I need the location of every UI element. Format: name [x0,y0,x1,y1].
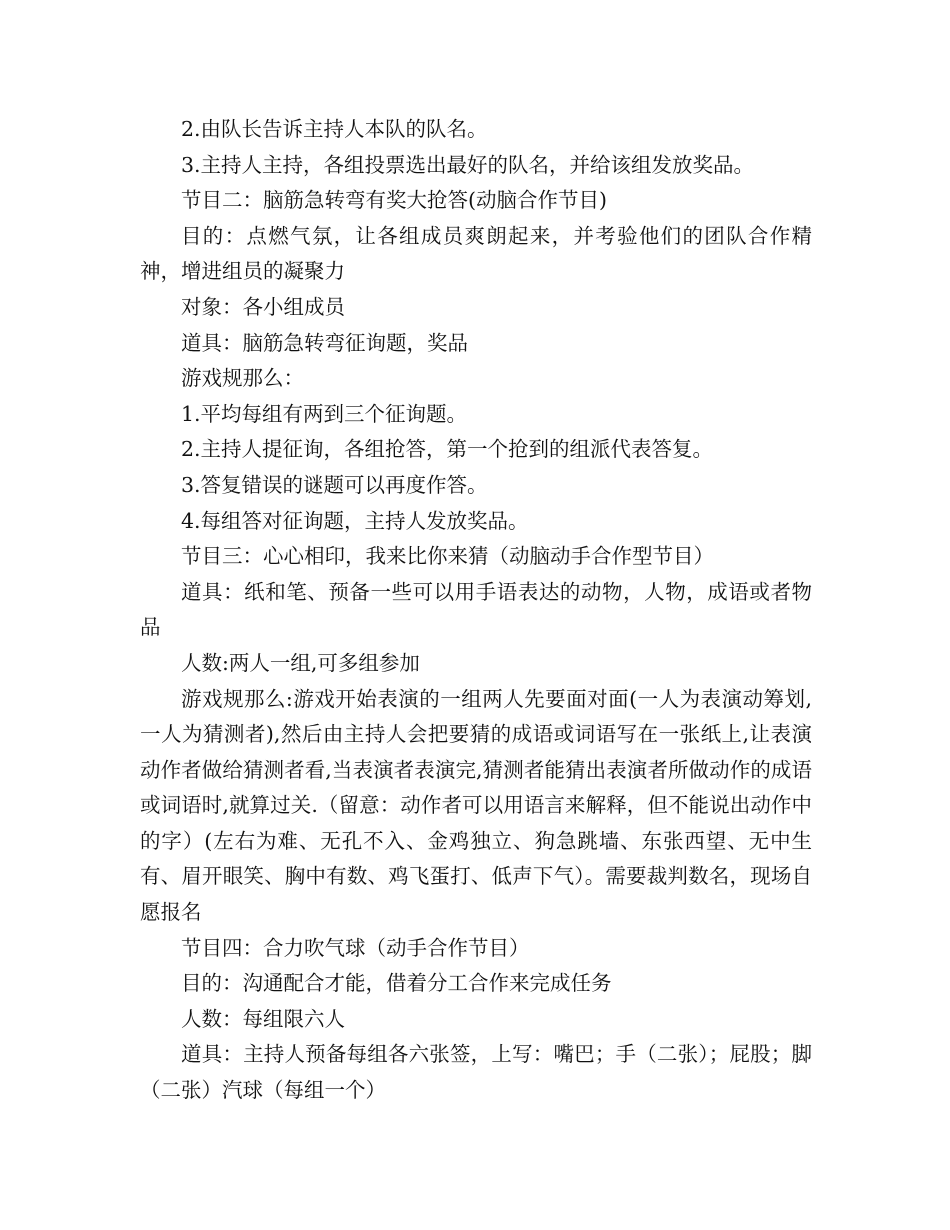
paragraph-program-two-props: 道具：脑筋急转弯征询题，奖品 [181,330,468,355]
paragraph-team-name-vote: 3.主持人主持，各组投票选出最好的队名，并给该组发放奖品。 [181,152,755,177]
paragraph-program-two-purpose: 目的：点燃气氛，让各组成员爽朗起来，并考验他们的团队合作精神，增进组员的凝聚力 [140,223,812,284]
paragraph-program-three-props: 道具：纸和笔、预备一些可以用手语表达的动物，人物，成语或者物品 [140,579,812,640]
paragraph-program-three-title: 节目三：心心相印，我来比你来猜（动脑动手合作型节目） [181,544,714,569]
paragraph-program-two-rule-4: 4.每组答对征询题，主持人发放奖品。 [181,508,529,533]
paragraph-program-two-rule-3: 3.答复错误的谜题可以再度作答。 [181,472,488,497]
paragraph-program-four-purpose: 目的：沟通配合才能，借着分工合作来完成任务 [181,971,612,996]
document-page [140,112,812,1109]
paragraph-program-three-people: 人数:两人一组,可多组参加 [181,650,420,675]
paragraph-program-four-title: 节目四：合力吹气球（动手合作节目） [181,935,530,960]
paragraph-program-two-title: 节目二：脑筋急转弯有奖大抢答(动脑合作节目) [181,188,607,213]
paragraph-program-four-props: 道具：主持人预备每组各六张签，上写：嘴巴；手（二张）；屁股；脚（二张）汽球（每组一个） [140,1042,812,1103]
paragraph-program-two-rules-heading: 游戏规那么： [181,366,304,391]
paragraph-team-name-tell: 2.由队长告诉主持人本队的队名。 [181,117,488,141]
paragraph-program-two-rule-2: 2.主持人提征询，各组抢答，第一个抢到的组派代表答复。 [181,437,714,462]
paragraph-program-three-rules: 游戏规那么:游戏开始表演的一组两人先要面对面(一人为表演动筹划,一人为猜测者),然后由主持人会把要猜的成语或词语写在一张纸上,让表演动作者做给猜测者看,当表演者表演完,猜测者能猜出表演者所做动作的成语或词语时,就算过关.（留意：动作者可以用语言来解释，但不能说出动作中的字）(左右为难、无孔不入、金鸡独立、狗急跳墙、东张西望、无中生有、眉开眼笑、胸中有数、鸡飞蛋打、低声下气）。需要裁判数名，现场自愿报名 [140,686,812,925]
paragraph-program-two-target: 对象：各小组成员 [181,294,345,319]
paragraph-program-two-rule-1: 1.平均每组有两到三个征询题。 [181,401,468,426]
paragraph-program-four-people: 人数：每组限六人 [181,1006,345,1031]
